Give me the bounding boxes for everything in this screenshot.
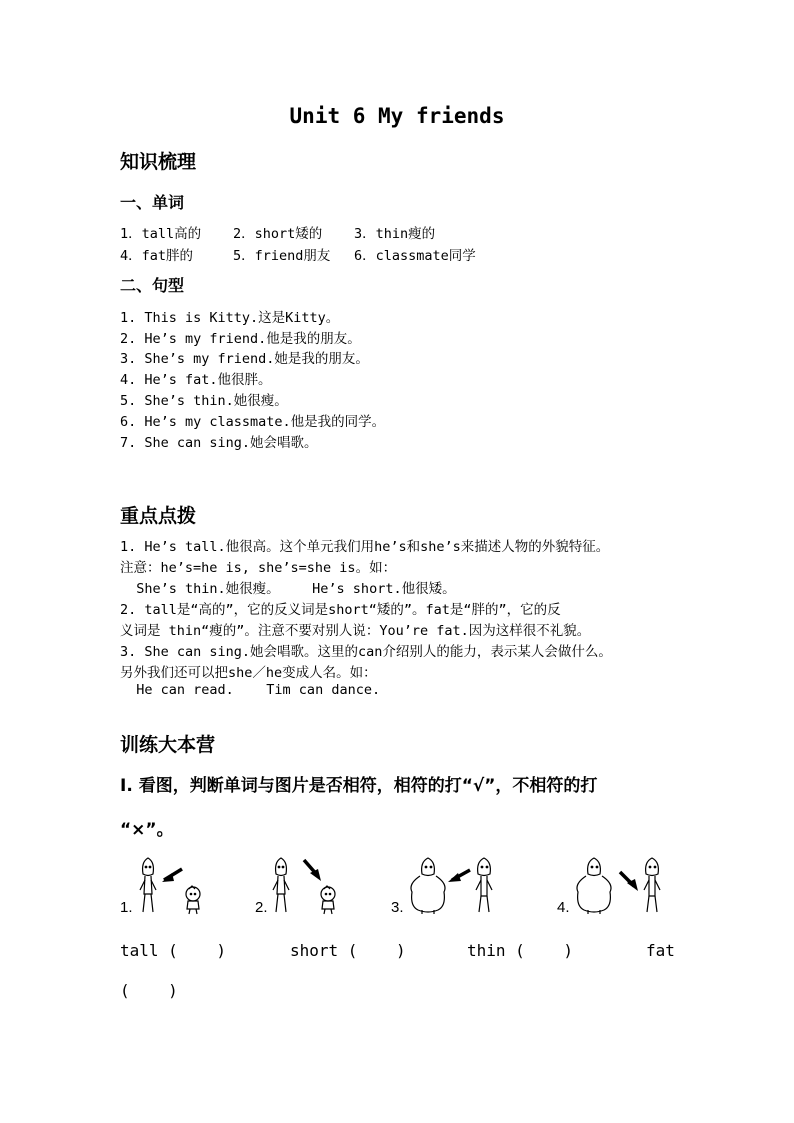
answer-tall[interactable]: tall ( ) (120, 941, 226, 960)
picture-number: 3. (391, 899, 404, 916)
section-heading-knowledge: 知识梳理 (120, 151, 197, 173)
answer-fat[interactable]: ( ) (120, 981, 178, 1000)
picture-number: 1. (120, 899, 133, 916)
word-item: 2．short矮的 (233, 226, 323, 242)
sentence-item: 2. He’s my friend.他是我的朋友。 (120, 331, 361, 347)
answer-fat-label: fat (646, 941, 675, 960)
sentence-item: 1. This is Kitty.这是Kitty。 (120, 310, 340, 326)
section-heading-key-points: 重点点拨 (120, 505, 197, 527)
sentence-item: 5. She’s thin.她很瘦。 (120, 393, 288, 409)
key-point-line: She’s thin.她很瘦。 He’s short.他很矮。 (120, 581, 456, 597)
key-point-line: 2. tall是“高的”，它的反义词是short“矮的”。fat是“胖的”，它的反 (120, 602, 561, 618)
word-item: 6．classmate同学 (354, 248, 476, 264)
sentence-item: 3. She’s my friend.她是我的朋友。 (120, 351, 369, 367)
question-instruction: Ⅰ. 看图，判断单词与图片是否相符，相符的打“√”，不相符的打 (120, 776, 598, 796)
key-point-line: He can read. Tim can dance. (120, 682, 381, 698)
word-item: 3．thin瘦的 (354, 226, 436, 242)
picture-number: 4. (557, 899, 570, 916)
sentences-heading: 二、句型 (120, 276, 185, 295)
fat-and-thin-picture (572, 856, 672, 918)
tall-and-short-picture (268, 856, 348, 918)
page-title: Unit 6 My friends (289, 104, 505, 128)
key-point-line: 注意：he’s=he is, she’s=she is。如： (120, 560, 397, 576)
picture-number: 2. (255, 899, 268, 916)
key-point-line: 3. She can sing.她会唱歌。这里的can介绍别人的能力，表示某人会做什么。 (120, 644, 612, 660)
words-heading: 一、单词 (120, 193, 185, 212)
answer-thin[interactable]: thin ( ) (467, 941, 573, 960)
key-point-line: 义词是 thin“瘦的”。注意不要对别人说：You’re fat.因为这样很不礼貌。 (120, 623, 591, 639)
key-point-line: 另外我们还可以把she／he变成人名。如： (120, 665, 377, 681)
section-heading-practice: 训练大本营 (120, 734, 216, 756)
key-point-line: 1. He’s tall.他很高。这个单元我们用he’s和she’s来描述人物的外貌特征。 (120, 539, 610, 555)
question-instruction-cont: “×”。 (120, 820, 174, 840)
tall-and-short-picture (135, 856, 215, 918)
sentence-item: 4. He’s fat.他很胖。 (120, 372, 272, 388)
sentence-item: 6. He’s my classmate.他是我的同学。 (120, 414, 386, 430)
answer-short[interactable]: short ( ) (290, 941, 406, 960)
word-item: 1．tall高的 (120, 226, 202, 242)
sentence-item: 7. She can sing.她会唱歌。 (120, 435, 318, 451)
word-item: 5．friend朋友 (233, 248, 331, 264)
word-item: 4．fat胖的 (120, 248, 194, 264)
fat-and-thin-picture (406, 856, 502, 918)
